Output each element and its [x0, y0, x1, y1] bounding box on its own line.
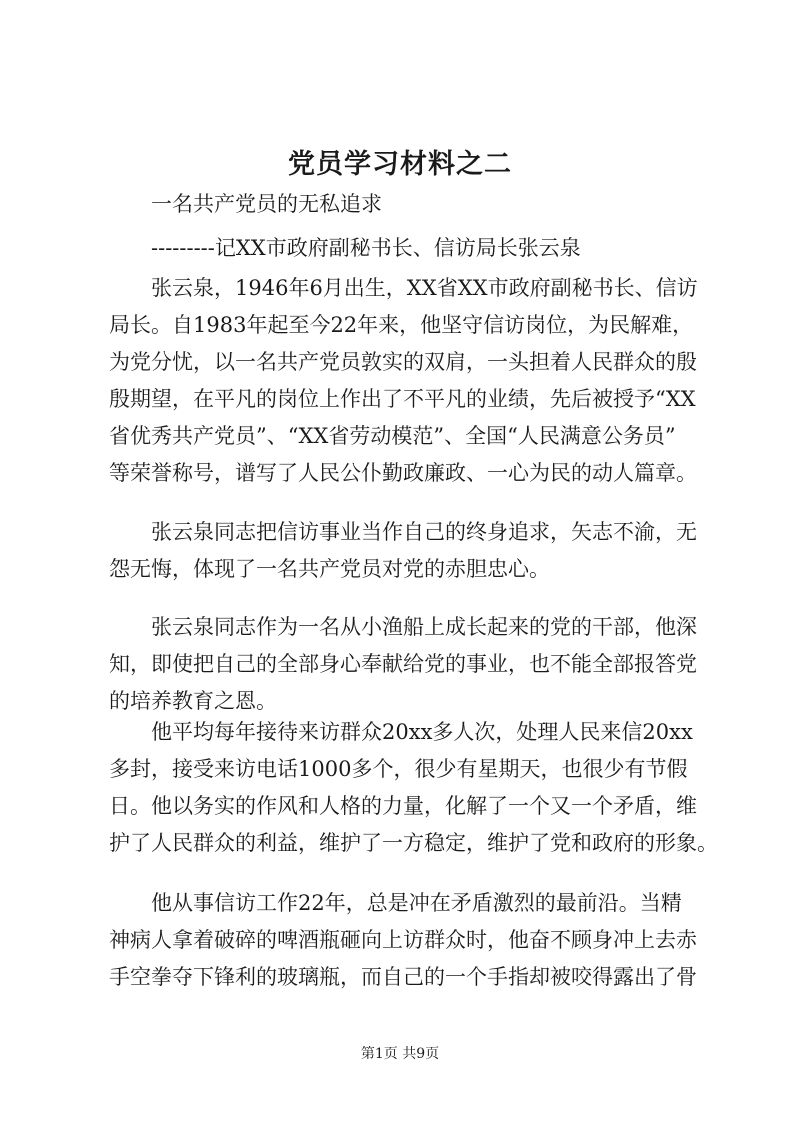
body-line: 张云泉，1946年6月出生，XX省XX市政府副秘书长、信访: [151, 276, 698, 300]
body-line: 知，即使把自己的全部身心奉献给党的事业，也不能全部报答党: [109, 652, 697, 676]
body-line: 张云泉同志把信访事业当作自己的终身追求，矢志不渝，无: [151, 520, 697, 544]
byline: ---------记XX市政府副秘书长、信访局长张云泉: [151, 236, 581, 260]
body-line: 殷期望，在平凡的岗位上作出了不平凡的业绩，先后被授予“XX: [109, 387, 696, 411]
subtitle: 一名共产党员的无私追求: [151, 192, 382, 216]
body-line: 张云泉同志作为一名从小渔船上成长起来的党的干部，他深: [151, 615, 697, 639]
body-line: 他平均每年接待来访群众20xx多人次，处理人民来信20xx: [151, 720, 693, 744]
body-line: 等荣誉称号，谱写了人民公仆勤政廉政、一心为民的动人篇章。: [109, 461, 697, 485]
body-line: 局长。自1983年起至今22年来，他坚守信访岗位，为民解难，: [109, 313, 694, 337]
body-line: 省优秀共产党员”、“XX省劳动模范”、全国“人民满意公务员”: [109, 424, 676, 448]
body-line: 为党分忧，以一名共产党员敦实的双肩，一头担着人民群众的殷: [109, 350, 697, 374]
body-line: 护了人民群众的利益，维护了一方稳定，维护了党和政府的形象。: [109, 831, 718, 855]
page-number-footer: 第1页 共9页: [360, 1046, 440, 1062]
body-line: 的培养教育之恩。: [109, 689, 277, 713]
document-title: 党员学习材料之二: [288, 149, 512, 180]
body-line: 怨无悔，体现了一名共产党员对党的赤胆忠心。: [109, 557, 550, 581]
body-line: 神病人拿着破碎的啤酒瓶砸向上访群众时，他奋不顾身冲上去赤: [109, 928, 697, 952]
body-line: 多封，接受来访电话1000多个，很少有星期天，也很少有节假: [109, 757, 688, 781]
body-line: 他从事信访工作22年，总是冲在矛盾激烈的最前沿。当精: [151, 891, 682, 915]
body-line: 手空拳夺下锋利的玻璃瓶，而自己的一个手指却被咬得露出了骨: [109, 965, 697, 989]
body-line: 日。他以务实的作风和人格的力量，化解了一个又一个矛盾，维: [109, 794, 697, 818]
